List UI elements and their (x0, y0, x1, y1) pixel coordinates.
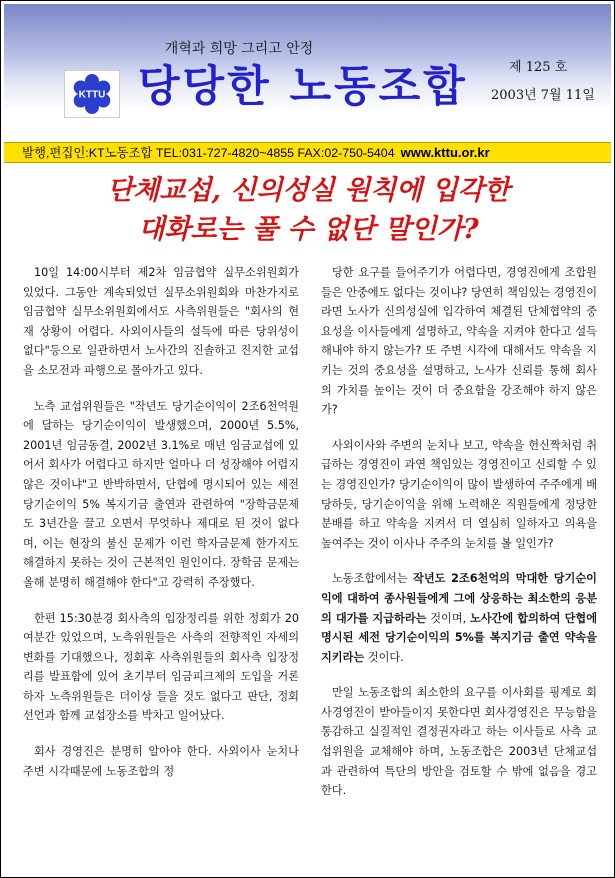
article-paragraph: 회사 경영진은 분명히 알아야 한다. 사외이사 눈치나 주변 시각때문에 노동조합의 정 (23, 745, 299, 778)
website-link[interactable]: www.kttu.or.kr (400, 145, 490, 160)
newsletter-title: 당당한 노동조합 (138, 62, 468, 112)
emphasis-text-plain: 노동조합에서는 (332, 572, 414, 586)
emphasis-text-plain: 것이다. (364, 650, 404, 664)
article-paragraph: 10일 14:00시부터 제2차 임금협약 실무소위원회가 있었다. 그동안 계속되었던 실무소위원회와 마찬가지로 임금협약 실무소위원회에서도 사측위원들은 "회사의 현재 상황이 어렵다. 사외이사들의 설득에 따른 당위성이 없다"등으로 일관하면서 노사간의 진솔하고 진지한 교섭을 소모전과 파행으로 몰아가고 있다. (23, 266, 299, 377)
left-column (23, 263, 299, 797)
logo-text: KTTU (78, 89, 106, 101)
issue-number: 제 125 호 (509, 60, 568, 75)
kttu-logo (64, 70, 120, 118)
publisher-contact: 발행,편집인:KT노동조합 TEL:031-727-4820~4855 FAX:02-750-5404 (22, 146, 395, 160)
headline-line-1: 단체교섭, 신의성실 원칙에 입각한 (107, 175, 510, 206)
article-paragraph: 사외이사와 주변의 눈치나 보고, 약속을 헌신짝처럼 취급하는 경영진이 과연 책임있는 경영진이고 신뢰할 수 있는 경영진인가? 당기순이익이 많이 발생하여 주주에게 배당하듯, 당기순이익을 위해 노력해온 직원들에게 정당한 분배를 하고 약속을 지켜서 더 열심히 일하자고 의욕을 높여주는 것이 이사나 주주의 눈치를 볼 일인가? (321, 438, 597, 550)
article-paragraph: 당한 요구를 들어주기가 어렵다면, 경영진에게 조합원들은 안중에도 없다는 것이냐? 당연히 책임있는 경영진이라면 노사가 신의성실에 입각하여 체결된 단체협약의 중요성을 이사들에게 설명하고, 약속을 지켜야 한다고 설득해내야 하지 않는가? 또 주변 시각에 대해서도 약속을 지키는 것의 중요성을 설명하고, 노사가 신뢰를 통해 회사의 가치를 높이는 것이 더 중요함을 강조해야 하지 않은가? (321, 266, 597, 417)
emphasis-text-bold: 작년도 2조6천억의 막대한 당기순이익에 대하여 종사원들에게 그에 상응하는 최소한의 응분의 대가를 지급하라는 (321, 572, 597, 625)
article-paragraph-emphasis (321, 569, 597, 667)
emphasis-text-bold: 노사간에 합의하여 단협에 명시된 세전 당기순이익의 5%를 복지기금 출연 약속을 지키라는 (321, 611, 597, 664)
article-paragraph: 만일 노동조합의 최소한의 요구를 이사회를 핑계로 회사경영진이 받아들이지 못한다면 회사경영진은 무능함을 통감하고 실질적인 결정권자라고 하는 이사들로 사측 교섭위원을 교체해야 하며, 노동조합은 2003년 단체교섭과 관련하여 특단의 방안을 검토할 수 밖에 없음을 경고한다. (321, 686, 597, 798)
article-paragraph: 노측 교섭위원들은 "작년도 당기순이익이 2조6천억원에 달하는 당기순이익이 발생했으며, 2000년 5.5%, 2001년 임금동결, 2002년 3.1%로 매년 임금교섭에 있어서 회사가 어렵다고 하지만 얼마나 더 성장해야 어렵지 않은 것이냐"고 반박하면서, 단협에 명시되어 있는 세전 당기순이익 5% 복지기금 출연과 관련하여 "장학금문제도 3년간을 끌고 오면서 무엇하나 제대로 된 것이 없다며, 이는 현장의 불신 문제가 이런 학자금문제 한가지도 해결하지 못하는 것이 근본적인 원인이다. 장학금 문제는 올해 분명히 해결해야 한다"고 강력히 주장했다. (23, 399, 299, 589)
headline (1, 171, 615, 249)
issue-date: 2003년 7월 11일 (491, 88, 595, 103)
headline-line-2: 대화로는 풀 수 없단 말인가? (138, 214, 479, 245)
right-column (321, 263, 597, 817)
publisher-info-bar (4, 142, 611, 163)
slogan: 개혁과 희망 그리고 안정 (164, 41, 314, 57)
emphasis-text-plain: 것이며, (426, 611, 470, 625)
article-paragraph: 한편 15:30분경 회사측의 입장정리를 위한 정회가 20여분간 있었으며, 노측위원들은 사측의 전향적인 자세의 변화를 기대했으나, 정회후 사측위원들의 회사측 입장정리를 발표함에 있어 초기부터 임금피크제의 도입을 거론하자 노측위원들은 더이상 들을 것도 없다고 판단, 정회선언과 함께 교섭장소를 박차고 일어났다. (23, 611, 299, 723)
masthead (4, 4, 611, 142)
